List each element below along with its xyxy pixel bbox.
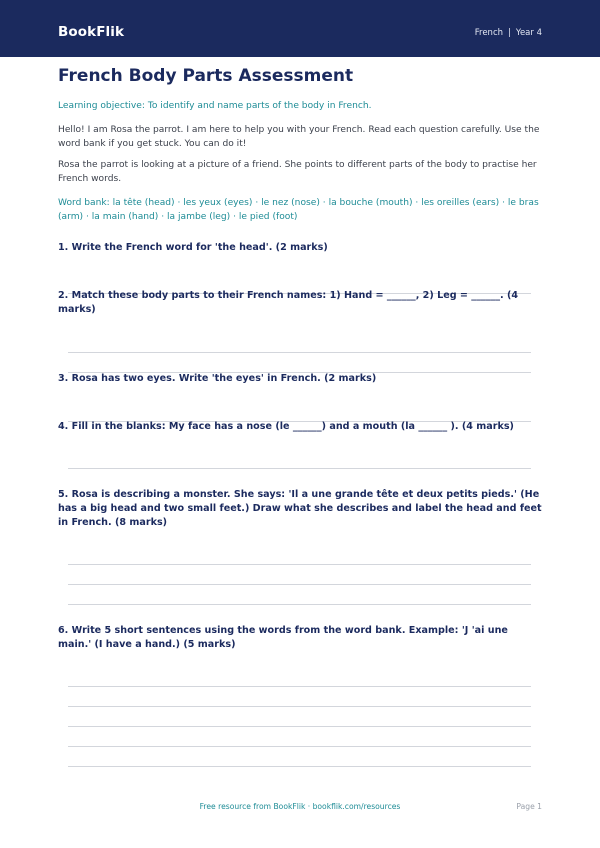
question-4: 4. Fill in the blanks: My face has a nose (le ______) and a mouth (la ______ ). (4 marks) (58, 421, 514, 432)
answer-line[interactable] (68, 352, 531, 353)
question-5: 5. Rosa is describing a monster. She says: 'Il a une grande tête et deux petits pieds.' (He has a big head and two small feet.) Draw what she describes and label the head and feet in French. (8 marks) (58, 489, 542, 528)
question-2: 2. Match these body parts to their French names: 1) Hand = ______, 2) Leg = ______. (4 marks) (58, 290, 519, 315)
page-number: Page 1 (516, 802, 542, 811)
year-label: Year 4 (515, 28, 542, 38)
header-separator: | (508, 28, 511, 38)
scenario-text: Rosa the parrot is looking at a picture of a friend. She points to different parts of the body to practise her French words. (58, 160, 537, 184)
answer-line[interactable] (68, 726, 531, 727)
word-bank: Word bank: la tête (head) · les yeux (eyes) · le nez (nose) · la bouche (mouth) · les oreilles (ears) · le bras (arm) · la main (hand) · la jambe (leg) · le pied (foot) (58, 198, 539, 222)
brand-logo-text: BookFlik (58, 24, 125, 40)
question-1: 1. Write the French word for 'the head'. (2 marks) (58, 242, 328, 253)
page-title: French Body Parts Assessment (58, 66, 354, 86)
answer-line[interactable] (68, 604, 531, 605)
header-meta (475, 28, 542, 38)
answer-line[interactable] (68, 584, 531, 585)
learning-objective: Learning objective: To identify and name parts of the body in French. (58, 101, 372, 111)
question-6: 6. Write 5 short sentences using the words from the word bank. Example: 'J 'ai une main.' (I have a hand.) (5 marks) (58, 625, 508, 650)
answer-line[interactable] (68, 468, 531, 469)
answer-line[interactable] (68, 766, 531, 767)
footer-credit[interactable]: Free resource from BookFlik · bookflik.com/resources (199, 802, 401, 811)
page-header (0, 0, 600, 57)
intro-text: Hello! I am Rosa the parrot. I am here to help you with your French. Read each question carefully. Use the word bank if you get stuck. You can do it! (58, 125, 540, 149)
question-3: 3. Rosa has two eyes. Write 'the eyes' in French. (2 marks) (58, 373, 377, 384)
answer-line[interactable] (68, 564, 531, 565)
answer-line[interactable] (68, 686, 531, 687)
answer-line[interactable] (68, 746, 531, 747)
subject-label: French (474, 28, 504, 38)
answer-line[interactable] (68, 706, 531, 707)
